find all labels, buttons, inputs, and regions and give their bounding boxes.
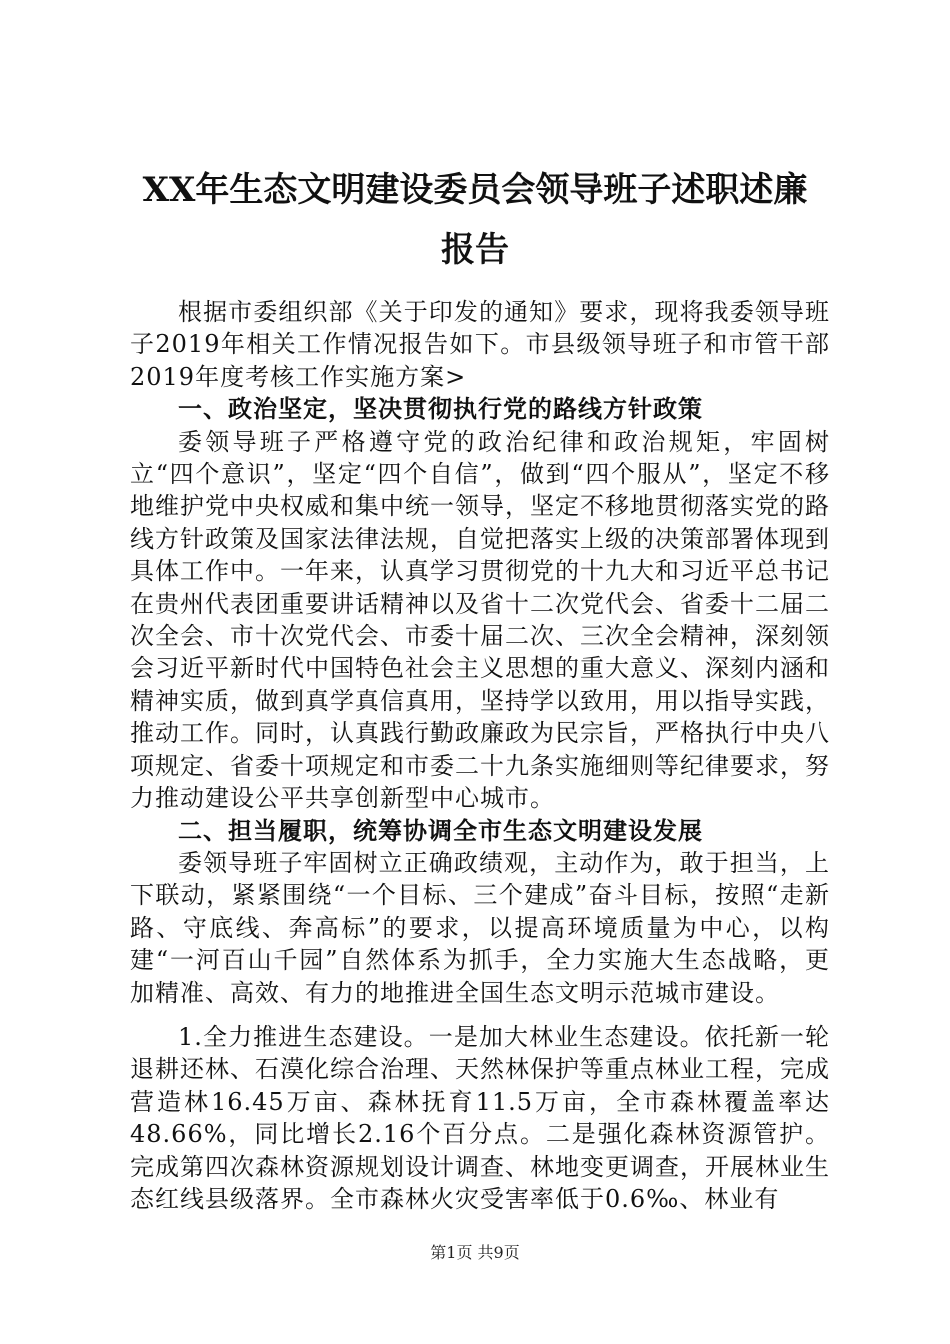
- title-line-1: XX年生态文明建设委员会领导班子述职述廉: [142, 170, 808, 210]
- paragraph-gap: [130, 1009, 830, 1021]
- page-number-footer: 第1页 共9页: [430, 1243, 520, 1262]
- subsection-1-paragraph: 1.全力推进生态建设。一是加大林业生态建设。依托新一轮退耕还林、石漠化综合治理、天然林保护等重点林业工程，完成营造林16.45万亩、森林抚育11.5万亩，全市森林覆盖率达48.66%，同比增长2.16个百分点。二是强化森林资源管护。完成第四次森林资源规划设计调查、林地变更调查，开展林业生态红线县级落界。全市森林火灾受害率低于0.6‰、林业有: [130, 1022, 830, 1213]
- section-heading-2: 二、担当履职，统筹协调全市生态文明建设发展: [178, 815, 703, 845]
- intro-paragraph: 根据市委组织部《关于印发的通知》要求，现将我委领导班子2019年相关工作情况报告如下。市县级领导班子和市管干部2019年度考核工作实施方案>: [130, 298, 830, 391]
- section-heading-1: 一、政治坚定，坚决贯彻执行党的路线方针政策: [178, 394, 703, 424]
- section-1-paragraph: 委领导班子严格遵守党的政治纪律和政治规矩，牢固树立“四个意识”，坚定“四个自信”，做到“四个服从”，坚定不移地维护党中央权威和集中统一领导，坚定不移地贯彻落实党的路线方针政策及国家法律法规，自觉把落实上级的决策部署体现到具体工作中。一年来，认真学习贯彻党的十九大和习近平总书记在贵州代表团重要讲话精神以及省十二次党代会、省委十二届二次全会、市十次党代会、市委十届二次、三次全会精神，深刻领会习近平新时代中国特色社会主义思想的重大意义、深刻内涵和精神实质，做到真学真信真用，坚持学以致用，用以指导实践，推动工作。同时，认真践行勤政廉政为民宗旨，严格执行中央八项规定、省委十项规定和市委二十九条实施细则等纪律要求，努力推动建设公平共享创新型中心城市。: [130, 427, 830, 813]
- document-body: [130, 296, 830, 1215]
- title-line-2: 报告: [441, 230, 509, 270]
- section-2-paragraph: 委领导班子牢固树立正确政绩观，主动作为，敢于担当，上下联动，紧紧围绕“一个目标、三个建成”奋斗目标，按照“走新路、守底线、奔高标”的要求，以提高环境质量为中心，以构建“一河百山千园”自然体系为抓手，全力实施大生态战略，更加精准、高效、有力的地推进全国生态文明示范城市建设。: [130, 848, 830, 1007]
- document-title: [120, 160, 830, 280]
